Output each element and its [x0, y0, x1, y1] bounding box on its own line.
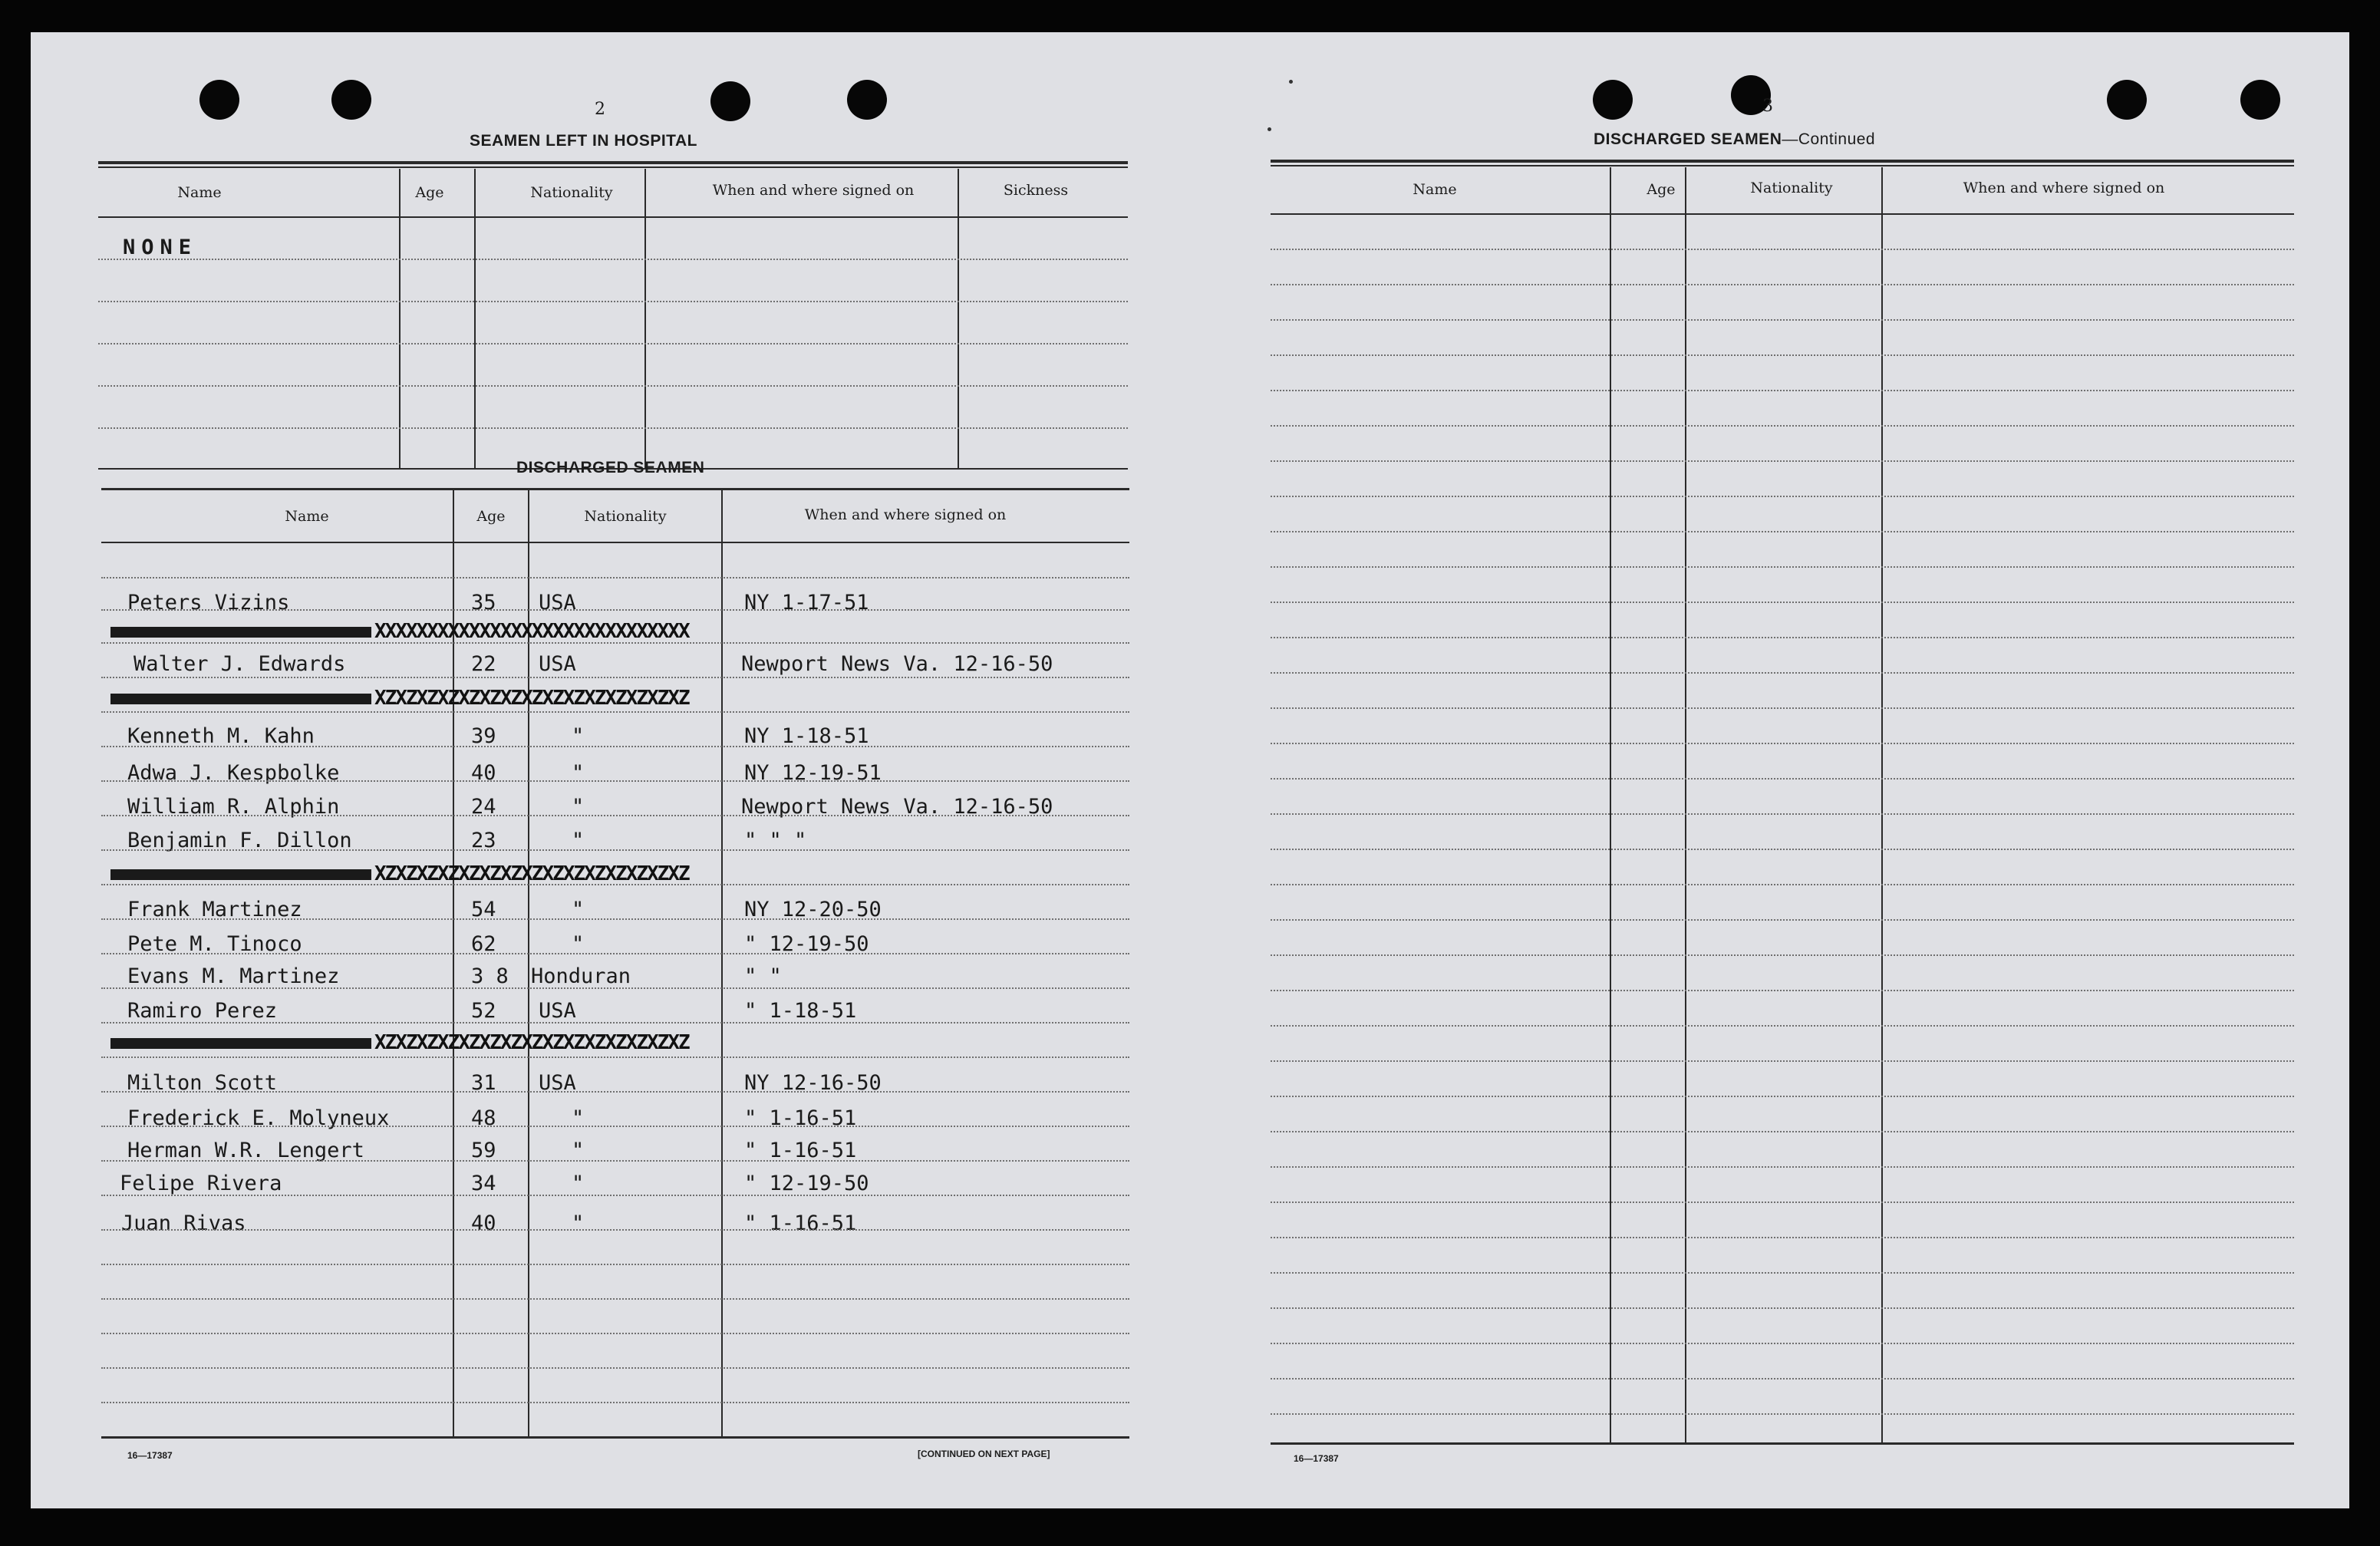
seaman-signed-on: " 1-16-51 — [744, 1211, 857, 1235]
seaman-signed-on: Newport News Va. 12-16-50 — [741, 652, 1053, 676]
row-rule — [1271, 954, 2294, 956]
row-rule — [1271, 1131, 2294, 1132]
struck-entry — [110, 1031, 962, 1054]
row-rule — [98, 385, 1128, 387]
seaman-signed-on: " " " — [744, 829, 807, 852]
row-rule — [1271, 1272, 2294, 1274]
seaman-name: Felipe Rivera — [120, 1172, 282, 1195]
strike-text: XXXXXXXXXXXXXXXXXXXXXXXXXXXXXX — [374, 620, 689, 643]
col-header-nationality: Nationality — [584, 508, 667, 525]
row-rule — [101, 1229, 1129, 1231]
seaman-name: Benjamin F. Dillon — [127, 829, 352, 852]
seaman-nationality: " — [572, 795, 585, 819]
col-header-signed-on: When and where signed on — [1963, 180, 2165, 196]
col-header-name: Name — [285, 508, 329, 525]
seaman-age: 48 — [471, 1106, 496, 1130]
row-rule — [1271, 884, 2294, 885]
row-rule — [1271, 990, 2294, 991]
col-header-signed-on: When and where signed on — [712, 182, 915, 199]
seaman-signed-on: " 12-19-50 — [744, 932, 869, 956]
row-rule — [101, 1056, 1129, 1058]
seaman-nationality: USA — [539, 652, 576, 676]
document-sheet — [31, 32, 2349, 1508]
punch-hole — [710, 81, 750, 121]
column-divider — [1610, 167, 1611, 1444]
seaman-nationality: " — [572, 1139, 585, 1162]
left-page — [31, 32, 1189, 1508]
row-rule — [98, 343, 1128, 344]
seaman-nationality: " — [572, 932, 585, 956]
table-top-rule — [1271, 165, 2294, 166]
column-divider — [958, 169, 959, 468]
seaman-nationality: " — [572, 829, 585, 852]
col-header-sickness: Sickness — [1003, 182, 1069, 199]
row-rule — [1271, 566, 2294, 568]
row-rule — [101, 1195, 1129, 1196]
seaman-age: 31 — [471, 1071, 496, 1095]
seaman-signed-on: NY 12-19-51 — [744, 761, 882, 785]
row-rule — [1271, 1413, 2294, 1415]
punch-hole — [199, 80, 239, 120]
row-rule — [101, 1298, 1129, 1300]
row-rule — [1271, 354, 2294, 356]
seaman-name: Frederick E. Molyneux — [127, 1106, 390, 1130]
row-rule — [1271, 425, 2294, 427]
discharged-continued-title — [1594, 130, 1875, 149]
seaman-nationality: " — [572, 1211, 585, 1235]
row-rule — [101, 815, 1129, 816]
row-rule — [98, 259, 1128, 260]
col-header-age: Age — [1647, 181, 1676, 198]
col-header-name: Name — [1413, 181, 1457, 198]
row-rule — [1271, 1378, 2294, 1380]
seaman-name: Pete M. Tinoco — [127, 932, 302, 956]
column-divider — [399, 169, 401, 468]
seaman-age: 59 — [471, 1139, 496, 1162]
right-page — [1189, 32, 2349, 1508]
seaman-age: 39 — [471, 724, 496, 748]
seaman-name: Ramiro Perez — [127, 999, 278, 1023]
table-bottom-rule — [101, 1436, 1129, 1439]
hospital-section-title: SEAMEN LEFT IN HOSPITAL — [470, 132, 697, 150]
row-rule — [1271, 284, 2294, 285]
seaman-age: 40 — [471, 761, 496, 785]
row-rule — [101, 577, 1129, 579]
row-rule — [1271, 849, 2294, 850]
seaman-nationality: " — [572, 898, 585, 921]
seaman-signed-on: NY 1-18-51 — [744, 724, 869, 748]
col-header-signed-on: When and where signed on — [804, 506, 1007, 523]
seaman-nationality: USA — [539, 999, 576, 1023]
row-rule — [1271, 672, 2294, 674]
seaman-name: Juan Rivas — [121, 1211, 246, 1235]
strike-text: XZXZXZXZXZXZXZXZXZXZXZXZXZXZXZ — [374, 1031, 689, 1054]
seaman-name: Evans M. Martinez — [127, 964, 340, 988]
seaman-name: Kenneth M. Kahn — [127, 724, 315, 748]
row-rule — [1271, 1166, 2294, 1168]
seaman-age: 34 — [471, 1172, 496, 1195]
column-divider — [644, 169, 646, 468]
speck — [1289, 80, 1293, 84]
struck-entry — [110, 687, 962, 710]
row-rule — [101, 1333, 1129, 1334]
strike-text: XZXZXZXZXZXZXZXZXZXZXZXZXZXZXZ — [374, 687, 689, 710]
strike-blot — [110, 627, 371, 638]
seaman-signed-on: " " — [744, 964, 782, 988]
row-rule — [101, 746, 1129, 747]
row-rule — [101, 780, 1129, 782]
seaman-age: 35 — [471, 591, 496, 615]
continued-note: [CONTINUED ON NEXT PAGE] — [918, 1449, 1050, 1459]
punch-hole — [1593, 80, 1633, 120]
row-rule — [1271, 637, 2294, 638]
row-rule — [98, 427, 1128, 429]
seaman-age: 23 — [471, 829, 496, 852]
row-rule — [101, 1126, 1129, 1127]
row-rule — [1271, 1096, 2294, 1097]
row-rule — [1271, 1307, 2294, 1309]
row-rule — [101, 1022, 1129, 1024]
col-header-nationality: Nationality — [1750, 180, 1833, 196]
struck-entry — [110, 862, 962, 885]
row-rule — [1271, 743, 2294, 744]
row-rule — [101, 1091, 1129, 1093]
header-rule — [101, 542, 1129, 543]
row-rule — [101, 987, 1129, 989]
seaman-signed-on: " 1-16-51 — [744, 1139, 857, 1162]
row-rule — [1271, 919, 2294, 921]
seaman-signed-on: " 12-19-50 — [744, 1172, 869, 1195]
seaman-age: 24 — [471, 795, 496, 819]
seaman-age: 54 — [471, 898, 496, 921]
title-main: DISCHARGED SEAMEN — [1594, 130, 1782, 148]
seaman-name: Milton Scott — [127, 1071, 278, 1095]
seaman-signed-on: Newport News Va. 12-16-50 — [741, 795, 1053, 819]
row-rule — [101, 711, 1129, 713]
row-rule — [98, 301, 1128, 302]
col-header-nationality: Nationality — [530, 184, 613, 201]
row-rule — [101, 1264, 1129, 1265]
col-header-age: Age — [415, 184, 444, 201]
table-top-rule — [1271, 160, 2294, 163]
col-header-age: Age — [476, 508, 506, 525]
table-top-rule — [101, 488, 1129, 490]
row-rule — [1271, 1025, 2294, 1027]
strike-text: XZXZXZXZXZXZXZXZXZXZXZXZXZXZXZ — [374, 862, 689, 885]
punch-hole — [2107, 80, 2147, 120]
row-rule — [101, 1402, 1129, 1403]
seaman-age: 40 — [471, 1211, 496, 1235]
row-rule — [1271, 707, 2294, 709]
punch-hole — [847, 80, 887, 120]
row-rule — [101, 677, 1129, 678]
row-rule — [101, 609, 1129, 611]
row-rule — [101, 884, 1129, 885]
form-number: 16—17387 — [1294, 1453, 1339, 1464]
seaman-nationality: " — [572, 1106, 585, 1130]
page-number: 3 — [1762, 97, 1773, 116]
seaman-name: Herman W.R. Lengert — [127, 1139, 364, 1162]
seaman-signed-on: NY 12-16-50 — [744, 1071, 882, 1095]
seaman-nationality: " — [572, 1172, 585, 1195]
seaman-name: William R. Alphin — [127, 795, 340, 819]
seaman-signed-on: NY 12-20-50 — [744, 898, 882, 921]
table-bottom-rule — [1271, 1442, 2294, 1445]
row-rule — [1271, 496, 2294, 497]
seaman-age: 22 — [471, 652, 496, 676]
seaman-name: Adwa J. Kespbolke — [127, 761, 340, 785]
seaman-nationality: Honduran — [531, 964, 631, 988]
row-rule — [1271, 531, 2294, 532]
row-rule — [101, 1367, 1129, 1369]
struck-entry — [110, 620, 962, 643]
speck — [1267, 127, 1271, 131]
row-rule — [101, 953, 1129, 954]
row-rule — [1271, 460, 2294, 462]
seaman-age: 3 8 — [471, 964, 509, 988]
punch-hole — [2240, 80, 2280, 120]
table-top-rule — [98, 161, 1128, 164]
row-rule — [1271, 249, 2294, 250]
seaman-nationality: USA — [539, 591, 576, 615]
row-rule — [1271, 813, 2294, 815]
seaman-signed-on: " 1-16-51 — [744, 1106, 857, 1130]
hospital-entry: NONE — [123, 236, 198, 259]
header-rule — [1271, 213, 2294, 215]
seaman-nationality: USA — [539, 1071, 576, 1095]
row-rule — [1271, 1237, 2294, 1238]
seaman-nationality: " — [572, 724, 585, 748]
title-continued: —Continued — [1782, 130, 1876, 148]
strike-blot — [110, 869, 371, 880]
seaman-signed-on: " 1-18-51 — [744, 999, 857, 1023]
row-rule — [1271, 1060, 2294, 1062]
col-header-name: Name — [177, 184, 222, 201]
strike-blot — [110, 694, 371, 704]
seaman-nationality: " — [572, 761, 585, 785]
row-rule — [101, 642, 1129, 644]
row-rule — [1271, 1202, 2294, 1203]
seaman-name: Walter J. Edwards — [134, 652, 346, 676]
seaman-name: Peters Vizins — [127, 591, 290, 615]
header-rule — [98, 216, 1128, 218]
row-rule — [101, 918, 1129, 920]
page-number: 2 — [595, 100, 605, 119]
strike-blot — [110, 1038, 371, 1049]
row-rule — [1271, 1343, 2294, 1344]
row-rule — [101, 1160, 1129, 1162]
discharged-section-title: DISCHARGED SEAMEN — [516, 459, 705, 476]
punch-hole — [331, 80, 371, 120]
seaman-signed-on: NY 1-17-51 — [744, 591, 869, 615]
seaman-age: 62 — [471, 932, 496, 956]
table-top-rule — [98, 166, 1128, 168]
row-rule — [1271, 778, 2294, 780]
row-rule — [1271, 602, 2294, 603]
column-divider — [474, 169, 476, 468]
column-divider — [1685, 167, 1686, 1444]
row-rule — [101, 849, 1129, 851]
form-number: 16—17387 — [127, 1450, 173, 1461]
seaman-name: Frank Martinez — [127, 898, 302, 921]
row-rule — [1271, 390, 2294, 391]
column-divider — [1881, 167, 1883, 1444]
row-rule — [1271, 319, 2294, 321]
seaman-age: 52 — [471, 999, 496, 1023]
